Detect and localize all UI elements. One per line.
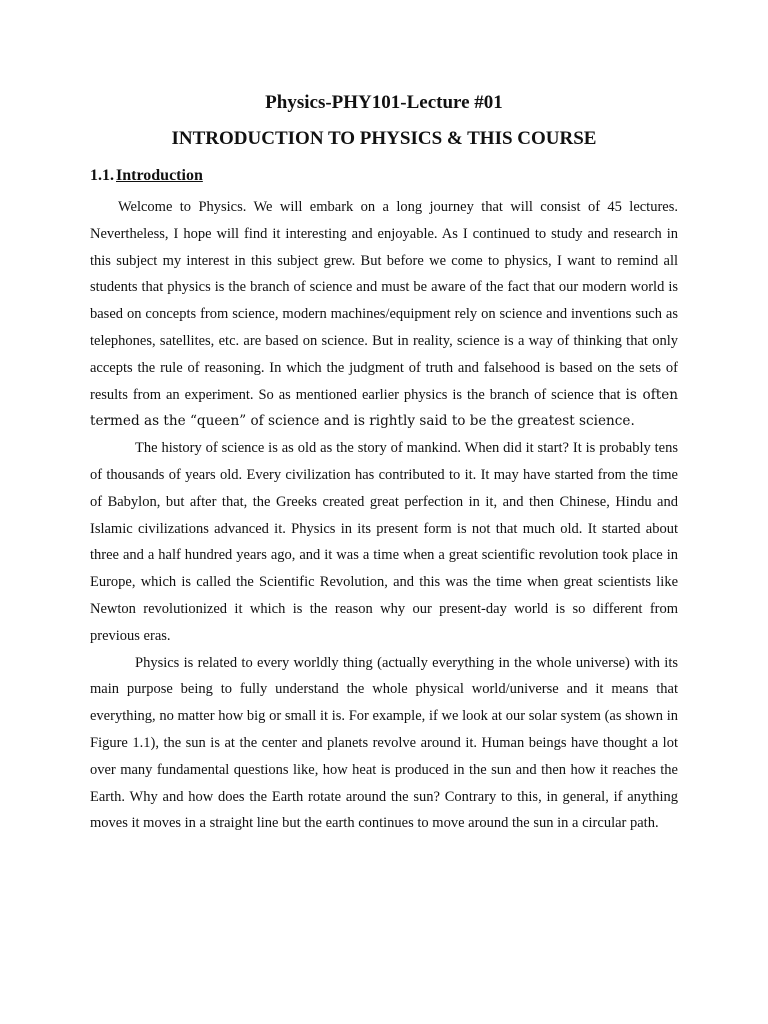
section-title: Introduction (116, 167, 203, 184)
paragraph-introduction (90, 194, 678, 435)
paragraph-physics-purpose: Physics is related to every worldly thing (actually everything in the whole universe) with its main purpose being to fully understand the whole physical world/universe and it means that everything, no matter how big or small it is. For example, if we look at our solar system (as shown in Figure 1.1), the sun is at the center and planets revolve around it. Human beings have thought a lot over many fundamental questions like, how heat is produced in the sun and then how it reaches the Earth. Why and how does the Earth rotate around the sun? Contrary to this, in general, if anything moves it moves in a straight line but the earth continues to move around the sun in a circular path. (90, 654, 678, 832)
document-title: Physics-PHY101-Lecture #01 (265, 92, 503, 113)
document-subtitle: INTRODUCTION TO PHYSICS & THIS COURSE (171, 128, 597, 149)
document-page (90, 88, 678, 837)
section-number: 1.1. (90, 167, 114, 184)
section-heading (90, 164, 678, 188)
paragraph-1-tail: is often termed as the “queen” of science and is rightly said to be the greatest science. (90, 386, 678, 430)
paragraph-history: The history of science is as old as the story of mankind. When did it start? It is probably tens of thousands of years old. Every civilization has contributed to it. It may have started from the time of Babylon, but after that, the Greeks created great perfection in it, and then Chinese, Hindu and Islamic civilizations advanced it. Physics in its present form is not that much old. It started about three and a half hundred years ago, and it was a time when a great scientific revolution took place in Europe, which is called the Scientific Revolution, and this was the time when great scientists like Newton revolutionized it which is the reason why our present-day world is so different from previous eras. (90, 440, 678, 644)
paragraph-1-text: Welcome to Physics. We will embark on a long journey that will consist of 45 lectures. Nevertheless, I hope will find it interesting and enjoyable. As I continued to study and research in this subject my interest in this subject grew. But before we come to physics, I want to remind all students that physics is the branch of science and must be aware of the fact that our modern world is based on concepts from science, modern machines/equipment rely on science and inventions such as telephones, satellites, etc. are based on science. But in reality, science is a way of thinking that only accepts the rule of reasoning. In which the judgment of truth and falsehood is based on the sets of results from an experiment. So as mentioned earlier physics is the branch of science that (90, 199, 678, 403)
